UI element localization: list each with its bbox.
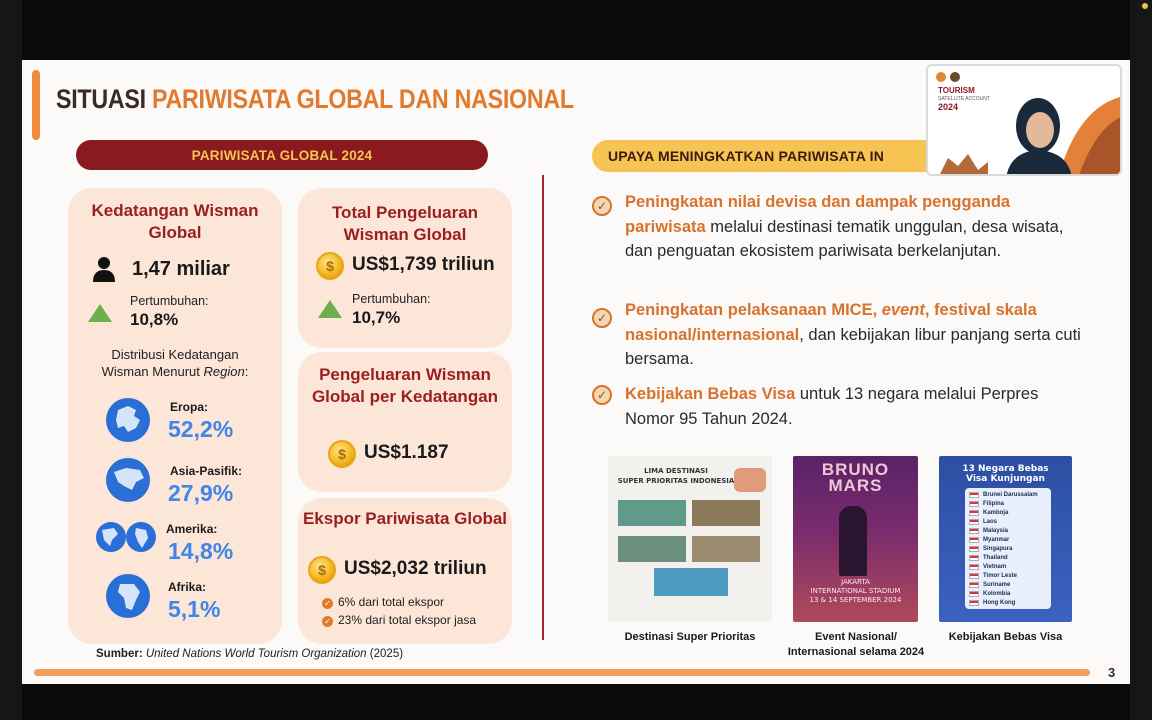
title-part-2: PARIWISATA GLOBAL DAN NASIONAL [151,84,574,114]
section-divider [542,175,544,640]
check-icon: ✓ [322,616,333,627]
bullet-2 [625,298,1085,372]
super-priority-destination-image [608,456,772,622]
thumb-2-caption [778,630,934,660]
dist-label-line2: Wisman Menurut [101,364,200,379]
bullet-3-text: untuk 13 negara melalui Perpres Nomor 95 Tahun 2024. [625,385,1039,428]
thumb-1-heading-2: SUPER PRIORITAS INDONESIA [617,477,735,485]
video-line-1: TOURISM [938,86,975,95]
flag-icon [969,564,979,570]
visa-country-name: Singapura [983,545,1013,552]
flag-icon [969,591,979,597]
visa-country-row [969,580,1047,589]
destination-photo [692,536,760,562]
region-name-africa: Afrika: [168,580,207,594]
distribution-label [68,346,282,380]
flag-icon [969,519,979,525]
dist-label-region: Region [203,364,245,379]
visa-country-row [969,589,1047,598]
europe-globe-icon [106,398,150,442]
region-name-asia: Asia-Pasifik: [170,464,243,478]
global-tourism-pill: PARIWISATA GLOBAL 2024 [76,140,488,170]
coin-icon: $ [308,556,336,584]
flag-icon [969,573,979,579]
flag-icon [969,582,979,588]
bullet-2-highlight-b: event [881,301,925,319]
visa-country-row [969,598,1047,607]
visa-country-list [965,488,1051,609]
check-icon: ✓ [592,196,612,216]
export-note-1: 6% dari total ekspor [338,595,445,609]
title-accent-bar [32,70,40,140]
destination-photo [654,568,728,596]
video-line-3: 2024 [938,102,959,112]
slide-title [56,84,574,115]
total-spending-card [298,188,512,348]
poster-date: 13 & 14 SEPTEMBER 2024 [809,596,902,604]
flag-icon [969,537,979,543]
per-arrival-title: Pengeluaran Wisman Global per Kedatangan [311,365,499,406]
title-part-1: SITUASI [56,84,146,114]
per-arrival-value: US$1.187 [364,442,449,463]
flag-icon [969,501,979,507]
bullet-2-highlight-a: Peningkatan pelaksanaan MICE, [625,301,882,319]
visa-country-name: Hong Kong [983,599,1016,606]
visa-country-name: Vietnam [983,563,1007,570]
visa-free-image [939,456,1072,622]
event-poster-image [793,456,918,622]
check-icon: ✓ [322,598,333,609]
visa-country-name: Laos [983,518,998,525]
bullet-2-text: , dan kebijakan libur panjang serta cuti bersama. [625,325,1081,368]
source-label: Sumber: [96,648,143,660]
thumb-1-heading-1: LIMA DESTINASI [644,467,708,475]
region-pct-america: 14,8% [168,538,234,564]
screen-bottom-bezel [0,684,1152,720]
region-name-america: Amerika: [166,522,218,536]
check-icon: ✓ [592,308,612,328]
visa-country-row [969,517,1047,526]
page-number: 3 [1108,665,1116,680]
visa-country-name: Filipina [983,500,1004,507]
africa-globe-icon [106,574,150,618]
video-line-2: SATELLITE ACCOUNT [938,96,990,102]
source-year: (2025) [369,648,404,660]
visa-country-row [969,499,1047,508]
visa-country-row [969,490,1047,499]
flag-icon [969,492,979,498]
growth-up-icon [318,300,342,318]
north-america-globe-icon [96,522,126,552]
dist-label-colon: : [244,364,249,379]
flag-icon [969,555,979,561]
region-pct-asia: 27,9% [168,480,234,506]
visa-country-name: Thailand [983,554,1008,561]
poster-venue-1: JAKARTA [841,578,870,586]
flag-icon [969,546,979,552]
camera-icon [734,468,766,492]
visa-country-name: Myanmar [983,536,1010,543]
south-america-globe-icon [126,522,156,552]
export-value: US$2,032 triliun [344,558,487,579]
spending-value: US$1,739 triliun [352,254,495,275]
visa-country-name: Brunei Darussalam [983,491,1038,498]
person-icon [92,256,116,282]
dist-label-line1: Distribusi Kedatangan [111,347,239,362]
spending-growth-value: 10,7% [352,308,401,327]
destination-photo [618,500,686,526]
bullet-3 [625,382,1085,431]
speaker-video-tile[interactable] [926,64,1122,176]
growth-up-icon [88,304,112,322]
visa-country-name: Timor Leste [983,572,1017,579]
asia-globe-icon [106,458,150,502]
poster-artist-line-1: BRUNO [821,460,890,479]
coin-icon: $ [316,252,344,280]
visa-country-name: Kolombia [983,590,1011,597]
spending-title: Total Pengeluaran Wisman Global [331,203,479,244]
destination-photo [618,536,686,562]
arrivals-title: Kedatangan Wisman Global [91,201,259,242]
region-pct-africa: 5,1% [168,596,221,622]
source-note [96,648,403,660]
bullet-1-highlight: Peningkatan nilai devisa dan dampak pengganda pariwisata [625,193,1011,236]
thumb-2-caption-1: Event Nasional/ [815,631,897,643]
recording-indicator [1142,3,1148,9]
screen-left-bezel [0,0,22,720]
visa-country-name: Suriname [983,581,1011,588]
bullet-2-highlight-c: , festival skala nasional/internasional [625,301,1037,344]
visa-country-row [969,535,1047,544]
performer-silhouette [839,506,867,576]
region-pct-europe: 52,2% [168,416,234,442]
visa-heading-2: Visa Kunjungan [966,474,1045,484]
visa-country-row [969,571,1047,580]
export-title: Ekspor Pariwisata Global [302,509,508,528]
source-org: United Nations World Tourism Organization [145,648,367,660]
visa-country-name: Malaysia [983,527,1009,534]
screen-top-bezel [0,0,1152,60]
arrivals-growth-label: Pertumbuhan: [130,294,209,308]
arrivals-value: 1,47 miliar [132,258,230,280]
arrivals-growth-value: 10,8% [130,310,179,329]
upaya-pill: UPAYA MENINGKATKAN PARIWISATA IN [592,140,1032,172]
speaker-scene [928,66,1122,176]
export-card [298,498,512,644]
flag-icon [969,528,979,534]
bullet-1-text: melalui destinasi tematik unggulan, desa wisata, dan penguatan ekosistem pariwisata berkelanjutan. [625,217,1064,260]
thumb-2-caption-2: Internasional selama 2024 [787,646,925,658]
region-name-europe: Eropa: [170,400,209,414]
flag-icon [969,510,979,516]
per-arrival-card [298,352,512,492]
spending-growth-label: Pertumbuhan: [352,292,431,306]
bullet-3-highlight: Kebijakan Bebas Visa [625,385,796,403]
visa-country-row [969,544,1047,553]
arrivals-card [68,188,282,644]
poster-artist-line-2: MARS [828,476,883,495]
thumb-1-caption: Destinasi Super Prioritas [624,631,756,643]
export-note-2: 23% dari total ekspor jasa [338,613,477,627]
visa-country-name: Kamboja [983,509,1009,516]
visa-heading-1: 13 Negara Bebas [962,464,1049,474]
bullet-1 [625,190,1085,264]
check-icon: ✓ [592,385,612,405]
destination-photo [692,500,760,526]
visa-country-row [969,562,1047,571]
visa-country-row [969,526,1047,535]
bottom-accent-bar [34,669,1090,676]
flag-icon [969,600,979,606]
poster-venue-2: INTERNATIONAL STADIUM [810,587,901,595]
screen-right-bezel [1130,0,1152,720]
coin-icon: $ [328,440,356,468]
thumb-3-caption: Kebijakan Bebas Visa [948,631,1063,643]
visa-country-row [969,553,1047,562]
visa-country-row [969,508,1047,517]
